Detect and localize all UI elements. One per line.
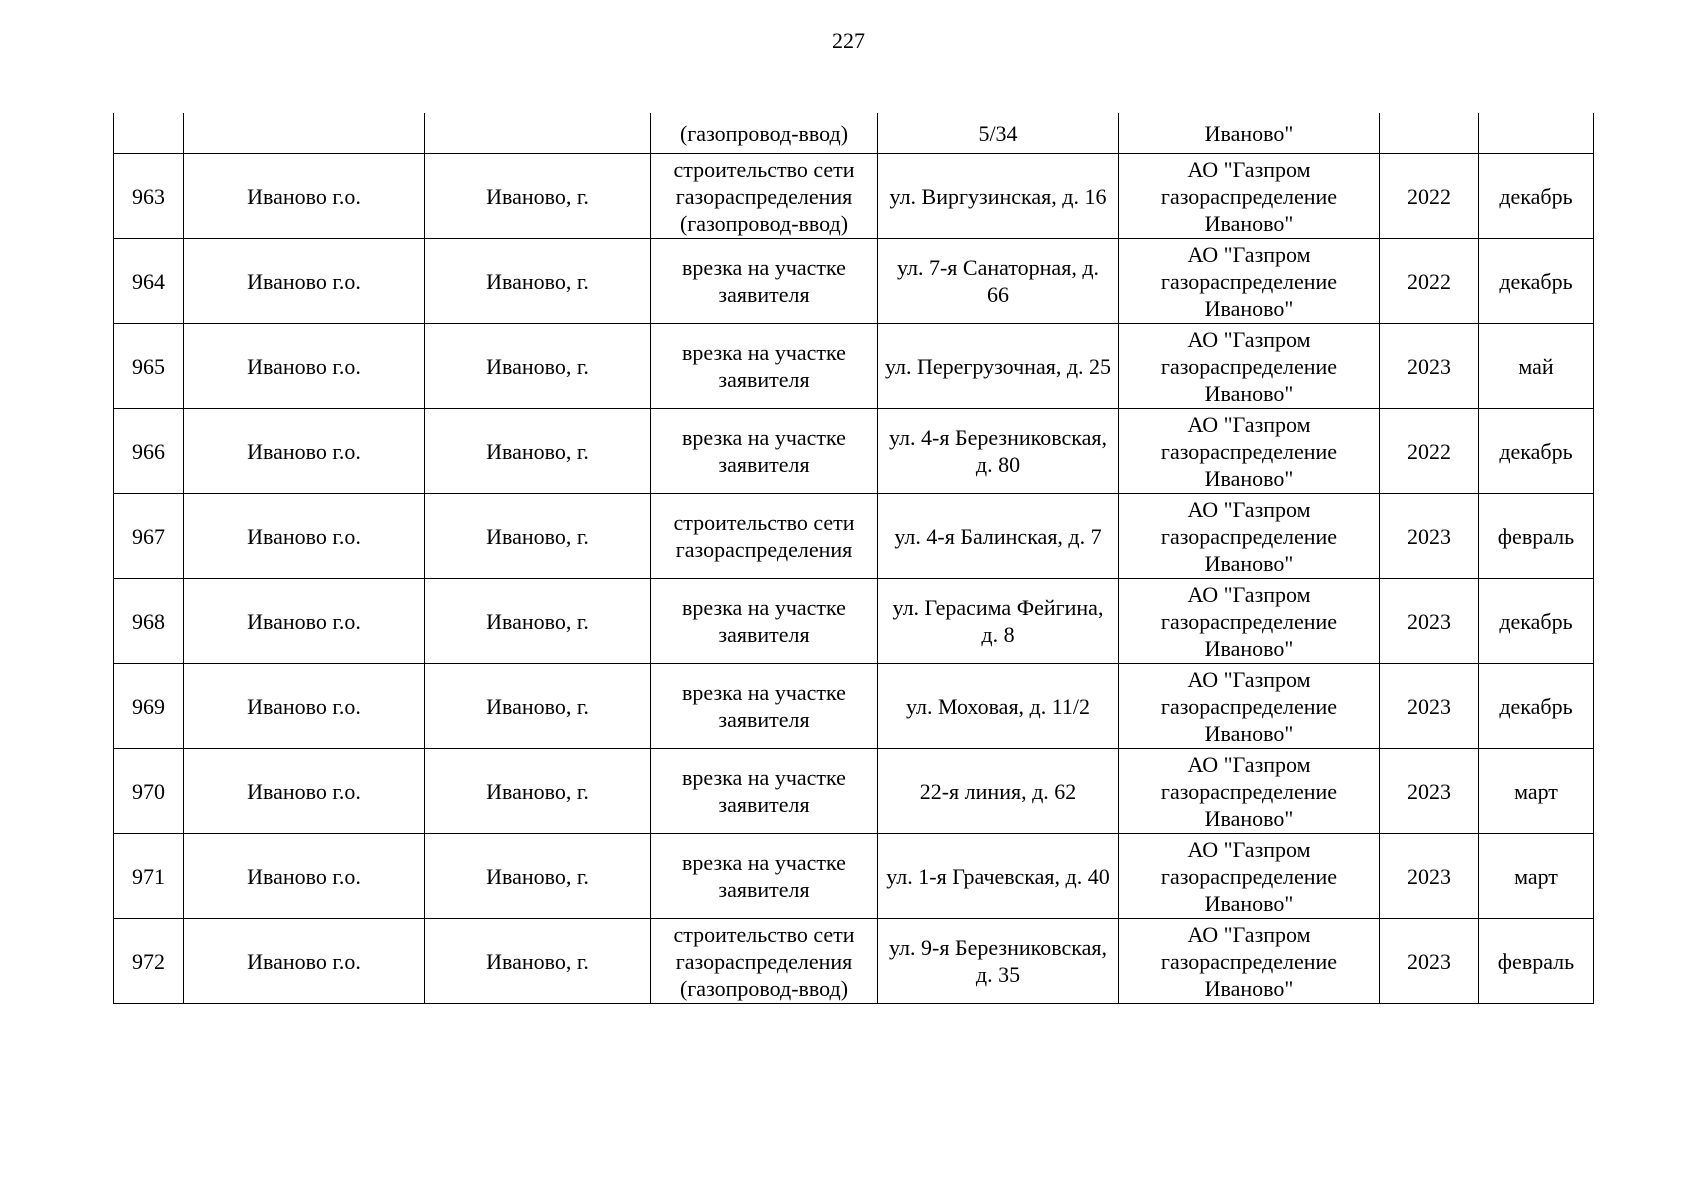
cell-locality: Иваново, г. [425,579,651,664]
cell-organization: АО "Газпром газораспределение Иваново" [1119,749,1380,834]
cell-year: 2022 [1380,239,1479,324]
cell-address: ул. Виргузинская, д. 16 [878,154,1119,239]
cell-num: 963 [114,154,184,239]
cell-work: врезка на участке заявителя [651,324,878,409]
cell-year: 2023 [1380,579,1479,664]
cell-locality: Иваново, г. [425,239,651,324]
page-number: 227 [832,28,865,53]
gas-network-table [113,113,1594,1004]
cell-year: 2022 [1380,154,1479,239]
cell-work: строительство сети газораспределения (газопровод-ввод) [651,919,878,1004]
cell-locality: Иваново, г. [425,919,651,1004]
cell-num: 968 [114,579,184,664]
cell-organization: АО "Газпром газораспределение Иваново" [1119,409,1380,494]
cell-year: 2023 [1380,749,1479,834]
cell-year: 2023 [1380,324,1479,409]
cell-municipality: Иваново г.о. [184,834,425,919]
cell-address: ул. Перегрузочная, д. 25 [878,324,1119,409]
cell-month: февраль [1479,494,1594,579]
cell-locality: Иваново, г. [425,494,651,579]
cell-organization: Иваново" [1119,113,1380,154]
cell-locality: Иваново, г. [425,834,651,919]
table-body [114,113,1594,1004]
cell-municipality: Иваново г.о. [184,749,425,834]
cell-address: ул. 4-я Балинская, д. 7 [878,494,1119,579]
cell-month: декабрь [1479,579,1594,664]
cell-num: 965 [114,324,184,409]
cell-address: ул. 7-я Санаторная, д. 66 [878,239,1119,324]
cell-organization: АО "Газпром газораспределение Иваново" [1119,239,1380,324]
cell-month: декабрь [1479,409,1594,494]
cell-organization: АО "Газпром газораспределение Иваново" [1119,919,1380,1004]
cell-num: 972 [114,919,184,1004]
cell-municipality: Иваново г.о. [184,409,425,494]
cell-locality: Иваново, г. [425,664,651,749]
cell-address: ул. 1-я Грачевская, д. 40 [878,834,1119,919]
cell-organization: АО "Газпром газораспределение Иваново" [1119,154,1380,239]
cell-year: 2023 [1380,494,1479,579]
cell-num: 970 [114,749,184,834]
table-row [114,834,1594,919]
cell-municipality: Иваново г.о. [184,154,425,239]
cell-municipality: Иваново г.о. [184,324,425,409]
cell-year: 2023 [1380,664,1479,749]
cell-work: врезка на участке заявителя [651,664,878,749]
cell-month: декабрь [1479,154,1594,239]
continuation-row [114,113,1594,154]
cell-address: 22-я линия, д. 62 [878,749,1119,834]
cell-work: врезка на участке заявителя [651,749,878,834]
cell-organization: АО "Газпром газораспределение Иваново" [1119,664,1380,749]
cell-work: (газопровод-ввод) [651,113,878,154]
table-row [114,324,1594,409]
cell-work: врезка на участке заявителя [651,409,878,494]
cell-organization: АО "Газпром газораспределение Иваново" [1119,579,1380,664]
cell-address: ул. 9-я Березниковская, д. 35 [878,919,1119,1004]
cell-month: март [1479,834,1594,919]
cell-municipality: Иваново г.о. [184,664,425,749]
table-row [114,494,1594,579]
cell-month: декабрь [1479,239,1594,324]
cell-work: врезка на участке заявителя [651,239,878,324]
cell-address: 5/34 [878,113,1119,154]
cell-municipality: Иваново г.о. [184,494,425,579]
cell-num: 966 [114,409,184,494]
cell-num: 967 [114,494,184,579]
table-row [114,919,1594,1004]
cell-num: 971 [114,834,184,919]
cell-work: строительство сети газораспределения [651,494,878,579]
cell-work: строительство сети газораспределения (газопровод-ввод) [651,154,878,239]
cell-municipality: Иваново г.о. [184,239,425,324]
cell-locality: Иваново, г. [425,324,651,409]
cell-num [114,113,184,154]
cell-organization: АО "Газпром газораспределение Иваново" [1119,494,1380,579]
cell-work: врезка на участке заявителя [651,579,878,664]
cell-organization: АО "Газпром газораспределение Иваново" [1119,324,1380,409]
table-row [114,664,1594,749]
cell-municipality: Иваново г.о. [184,919,425,1004]
cell-work: врезка на участке заявителя [651,834,878,919]
cell-locality [425,113,651,154]
table-row [114,409,1594,494]
cell-municipality: Иваново г.о. [184,579,425,664]
cell-municipality [184,113,425,154]
table-row [114,749,1594,834]
cell-year: 2023 [1380,919,1479,1004]
cell-month [1479,113,1594,154]
cell-month: май [1479,324,1594,409]
cell-num: 969 [114,664,184,749]
cell-address: ул. Моховая, д. 11/2 [878,664,1119,749]
table-row [114,239,1594,324]
cell-num: 964 [114,239,184,324]
cell-locality: Иваново, г. [425,409,651,494]
cell-month: декабрь [1479,664,1594,749]
cell-year: 2022 [1380,409,1479,494]
cell-address: ул. Герасима Фейгина, д. 8 [878,579,1119,664]
cell-organization: АО "Газпром газораспределение Иваново" [1119,834,1380,919]
table-row [114,154,1594,239]
cell-year [1380,113,1479,154]
table-row [114,579,1594,664]
cell-year: 2023 [1380,834,1479,919]
cell-address: ул. 4-я Березниковская, д. 80 [878,409,1119,494]
cell-month: февраль [1479,919,1594,1004]
cell-month: март [1479,749,1594,834]
cell-locality: Иваново, г. [425,154,651,239]
cell-locality: Иваново, г. [425,749,651,834]
